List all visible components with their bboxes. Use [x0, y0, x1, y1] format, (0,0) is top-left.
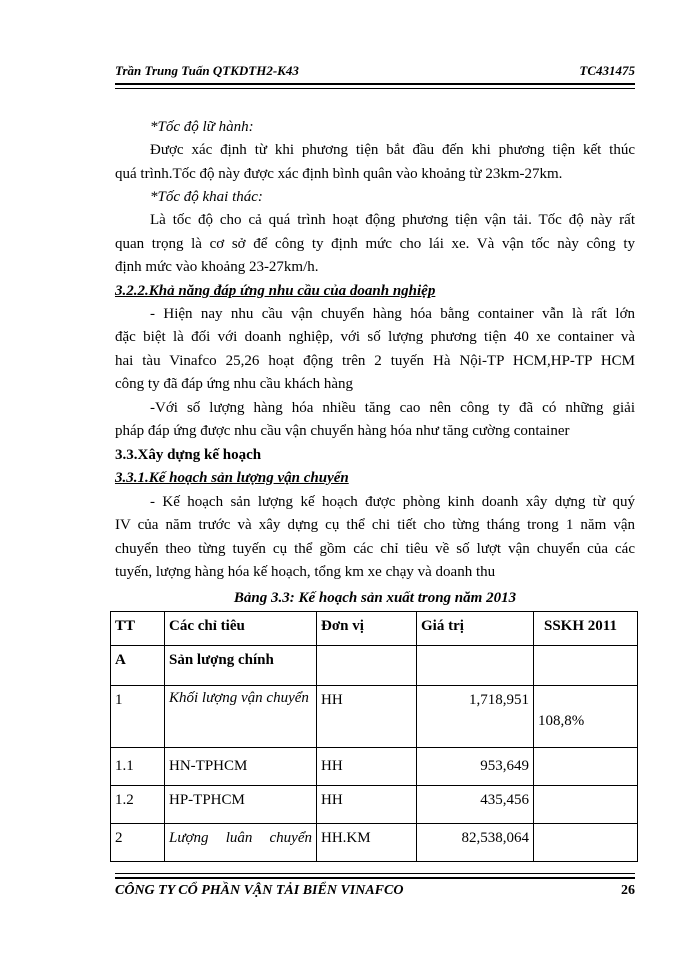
paragraph-line: IV của năm trước và xây dựng cụ thể chi tiết cho từng tháng trong 1 năm vận	[115, 517, 635, 533]
table-cell: Lượng luân chuyển	[165, 824, 317, 862]
table-cell	[534, 786, 638, 824]
table-cell	[417, 646, 534, 686]
table-cell	[534, 646, 638, 686]
table-cell: 82,538,064	[417, 824, 534, 862]
paragraph-line: đặc biệt là đối với doanh nghiệp, với số lượng phương tiện 40 xe container và	[115, 329, 635, 345]
header-author: Trần Trung Tuấn QTKDTH2-K43	[115, 63, 299, 78]
page-number: 26	[621, 883, 635, 898]
table-cell: HP-TPHCM	[165, 786, 317, 824]
table-caption: Bảng 3.3: Kế hoạch sản xuất trong năm 2013	[233, 590, 517, 606]
table-cell	[317, 646, 417, 686]
header-cell: Đơn vị	[317, 612, 417, 646]
table-row	[111, 748, 638, 786]
heading-operating-speed: *Tốc độ khai thác:	[150, 189, 263, 205]
header-rule-thin	[115, 88, 635, 89]
table-cell: Khối lượng vận chuyển	[165, 686, 317, 748]
paragraph-line: quan trọng là cơ sở để công ty định mức cho lái xe. Và vận tốc này công ty	[115, 236, 635, 252]
paragraph-line: công ty đã đáp ứng nhu cầu khách hàng	[115, 376, 354, 392]
table-cell: HH	[317, 686, 417, 748]
table-cell: HH	[317, 786, 417, 824]
page-header	[115, 60, 635, 82]
table-row	[111, 786, 638, 824]
paragraph-line: quá trình.Tốc độ này được xác định bình quân vào khoảng từ 23km-27km.	[115, 166, 563, 182]
paragraph-line: tuyến, lượng hàng hóa kế hoạch, tổng km xe chạy và doanh thu	[115, 564, 496, 580]
table-cell: 435,456	[417, 786, 534, 824]
footer-rule-thin	[115, 873, 635, 874]
section-heading-3-3-1: 3.3.1.Kế hoạch sản lượng vận chuyển	[115, 470, 349, 486]
footer-rule	[115, 877, 635, 879]
footer-company: CÔNG TY CỔ PHẦN VẬN TẢI BIỂN VINAFCO	[115, 883, 404, 898]
table-cell: A	[111, 646, 165, 686]
paragraph-line: hai tàu Vinafco 25,26 hoạt động trên 2 tuyến Hà Nội-TP HCM,HP-TP HCM	[115, 353, 635, 369]
table-row	[111, 686, 638, 748]
paragraph-line: -Với số lượng hàng hóa nhiều tăng cao nên công ty đã có những giải	[150, 400, 635, 416]
table-cell: 953,649	[417, 748, 534, 786]
paragraph-line: Được xác định từ khi phương tiện bắt đầu đến khi phương tiện kết thúc	[150, 142, 635, 158]
production-plan-table	[110, 611, 638, 862]
table-cell: 1.2	[111, 786, 165, 824]
table-cell: HH.KM	[317, 824, 417, 862]
header-cell: Các chỉ tiêu	[165, 612, 317, 646]
table-row	[111, 824, 638, 862]
table-cell: 1	[111, 686, 165, 748]
table-cell	[534, 824, 638, 862]
table-cell: Sản lượng chính	[165, 646, 317, 686]
section-heading-3-3: 3.3.Xây dựng kế hoạch	[115, 447, 262, 463]
header-cell: SSKH 2011	[534, 612, 638, 646]
table-cell	[534, 748, 638, 786]
paragraph-line: Là tốc độ cho cả quá trình hoạt động phương tiện vận tải. Tốc độ này rất	[150, 212, 635, 228]
header-cell: Giá trị	[417, 612, 534, 646]
table-row	[111, 646, 638, 686]
table-cell: 1,718,951	[417, 686, 534, 748]
table-header-row	[111, 612, 638, 646]
paragraph-line: - Kế hoạch sản lượng kế hoạch được phòng kinh doanh xây dựng từ quý	[150, 494, 635, 510]
paragraph-line: - Hiện nay nhu cầu vận chuyển hàng hóa bằng container vẫn là rất lớn	[150, 306, 635, 322]
header-cell: TT	[111, 612, 165, 646]
table-cell: 2	[111, 824, 165, 862]
section-heading-3-2-2: 3.2.2.Khả năng đáp ứng nhu cầu của doanh nghiệp	[115, 283, 436, 299]
table-cell: 108,8%	[534, 686, 638, 748]
heading-travel-speed: *Tốc độ lữ hành:	[150, 119, 254, 135]
table-cell: 1.1	[111, 748, 165, 786]
paragraph-line: định mức vào khoảng 23-27km/h.	[115, 259, 319, 275]
header-code: TC431475	[579, 63, 635, 78]
table-cell: HN-TPHCM	[165, 748, 317, 786]
table-cell: HH	[317, 748, 417, 786]
paragraph-line: chuyển theo từng tuyến cụ thể gồm các chỉ tiêu về số lượt vận chuyển của các	[115, 541, 635, 557]
header-rule	[115, 83, 635, 85]
paragraph-line: pháp đáp ứng được nhu cầu vận chuyển hàng hóa như tăng cường container	[115, 423, 570, 439]
